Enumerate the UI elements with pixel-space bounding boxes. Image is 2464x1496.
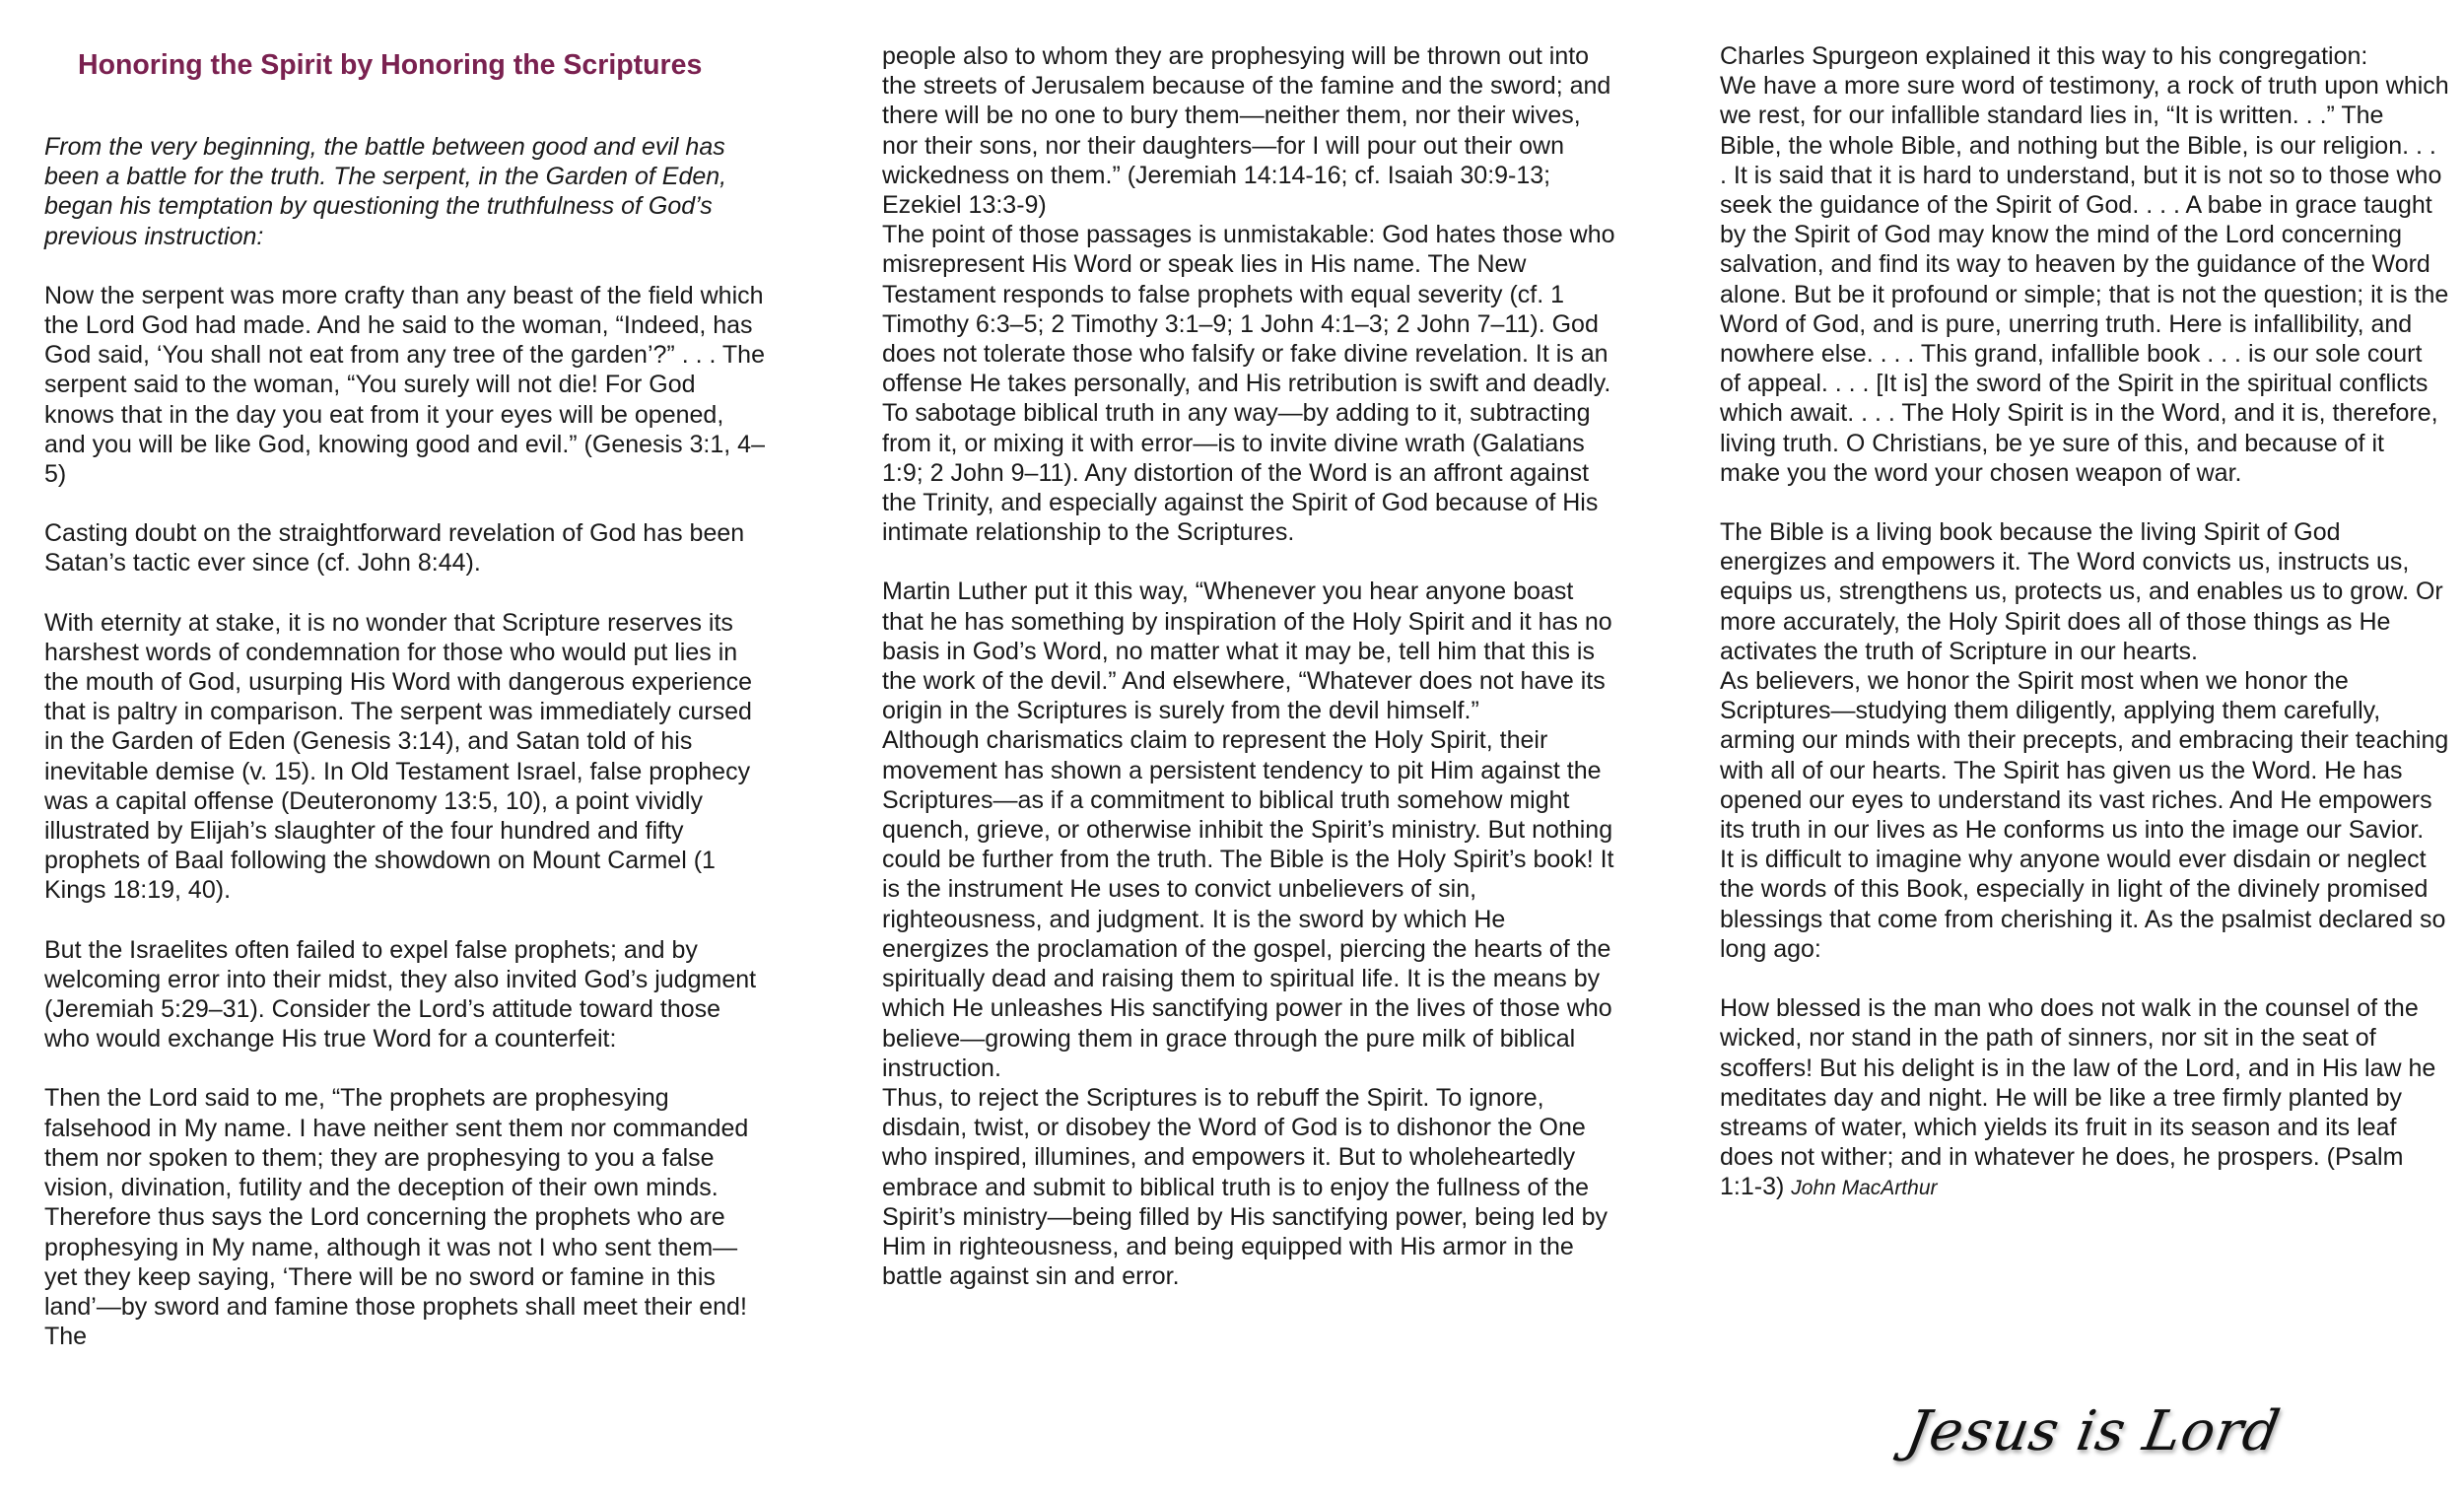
paragraph-israelites: But the Israelites often failed to expel false prophets; and by welcoming error into their midst, they also invited God’s judgment (Jeremiah 5:29–31). Consider the Lord’s attitude toward those who would exchange His true Word for a counterfeit: [44, 935, 757, 1054]
paragraph-charismatics: Although charismatics claim to represent the Holy Spirit, their movement has shown a persistent tendency to pit Him against the Scriptures—as if a commitment to biblical truth somehow might quench, grieve, or otherwise inhibit the Spirit’s ministry. But nothing could be further from the truth. The Bible is the Holy Spirit’s book! It is the instrument He uses to convict unbelievers of sin, righteousness, and judgment. It is the sword by which He energizes the proclamation of the gospel, piercing the hearts of the spiritually dead and raising them to spiritual life. It is the means by which He unleashes His sanctifying power in the lives of those who believe—growing them in grace through the pure milk of biblical instruction. [882, 726, 1614, 1082]
paragraph-living-book: The Bible is a living book because the living Spirit of God energizes and empowers it. The Word convicts us, instructs us, equips us, strengthens us, protects us, and enables us to grow. Or more accurately, the Holy Spirit does all of those things as He activates the truth of Scripture in our hearts. [1720, 518, 2443, 665]
paragraph-believers: As believers, we honor the Spirit most when we honor the Scriptures—studying them diligently, applying them carefully, arming our minds with their precepts, and embracing their teaching with all of our hearts. The Spirit has given us the Word. He has opened our eyes to understand its vast riches. And He empowers its truth in our lives as He conforms us into the image our Savior. [1720, 667, 2449, 845]
paragraph-satan-tactic: Casting doubt on the straightforward revelation of God has been Satan’s tactic ever since (cf. John 8:44). [44, 519, 745, 578]
jeremiah-quote-end: people also to whom they are prophesying will be thrown out into the streets of Jerusalem because of the famine and the sword; and there will be no one to bury them—neither them, nor their wives, nor their sons, nor their daughters—for I will pour out their own wickedness on them.” (Jeremiah 14:14-16; cf. Isaiah 30:9-13; Ezekiel 13:3-9) [882, 42, 1611, 220]
paragraph-difficult-to-imagine: It is difficult to imagine why anyone would ever disdain or neglect the words of this Book, especially in light of the divinely promised blessings that come from cherishing it. As the psalmist declared so long ago: [1720, 846, 2446, 963]
column-1 [44, 41, 769, 1351]
paragraph-point-unmistakable: The point of those passages is unmistakable: God hates those who misrepresent His Word or speak lies in His name. The New Testament responds to false prophets with equal severity (cf. 1 Timothy 6:3–5; 2 Timothy 3:1–9; 1 John 4:1–3; 2 John 7–11). God does not tolerate those who falsify or fake divine revelation. It is an offense He takes personally, and His retribution is swift and deadly. To sabotage biblical truth in any way—by adding to it, subtracting from it, or mixing it with error—is to invite divine wrath (Galatians 1:9; 2 John 9–11). Any distortion of the Word is an affront against the Trinity, and especially against the Spirit of God because of His intimate relationship to the Scriptures. [882, 221, 1615, 547]
signature-jesus-is-lord: Jesus is Lord [1901, 1399, 2286, 1463]
paragraph-martin-luther: Martin Luther put it this way, “Whenever you hear anyone boast that he has something by inspiration of the Holy Spirit and it has no basis in God’s Word, no matter what it may be, tell him that this is the work of the devil.” And elsewhere, “Whatever does not have its origin in the Scriptures is surely from the devil himself.” [882, 578, 1612, 725]
article-title: Honoring the Spirit by Honoring the Scriptures [78, 49, 703, 81]
column-2 [882, 41, 1616, 1291]
spurgeon-quote: We have a more sure word of testimony, a rock of truth upon which we rest, for our infallible standard lies in, “It is written. . .” The Bible, the whole Bible, and nothing but the Bible, is our religion. . . . It is said that it is hard to understand, but it is not so to those who seek the guidance of the Spirit of God. . . . A babe in grace taught by the Spirit of God may know the mind of the Lord concerning salvation, and find its way to heaven by the guidance of the Word alone. But be it profound or simple; that is not the question; it is the Word of God, and is pure, unerring truth. Here is infallibility, and nowhere else. . . . This grand, infallible book . . . is our sole court of appeal. . . . [It is] the sword of the Spirit in the spiritual conflicts which await. . . . The Holy Spirit is in the Word, and it is, therefore, living truth. O Christians, be ye sure of this, and because of it make you the word your chosen weapon of war. [1720, 72, 2449, 487]
genesis-quote: Now the serpent was more crafty than any beast of the field which the Lord God had made. And he said to the woman, “Indeed, has God said, ‘You shall not eat from any tree of the garden’?” . . . The serpent said to the woman, “You surely will not die! For God knows that in the day you eat from it your eyes will be opened, and you will be like God, knowing good and evil.” (Genesis 3:1, 4–5) [44, 281, 765, 489]
psalm-quote [1720, 993, 2449, 1203]
column-3 [1720, 41, 2449, 1204]
paragraph-reject-scriptures: Thus, to reject the Scriptures is to rebuff the Spirit. To ignore, disdain, twist, or disobey the Word of God is to dishonor the One who inspired, illumines, and empowers it. But to wholeheartedly embrace and submit to biblical truth is to enjoy the fullness of the Spirit’s ministry—being filled by His sanctifying power, being led by Him in righteousness, and being equipped with His armor in the battle against sin and error. [882, 1083, 1608, 1291]
psalm-text: How blessed is the man who does not walk in the counsel of the wicked, nor stand in the path of sinners, nor sit in the seat of scoffers! But his delight is in the law of the Lord, and in His law he meditates day and night. He will be like a tree firmly planted by streams of water, which yields its fruit in its season and its leaf does not wither; and in whatever he does, he prospers. (Psalm 1:1-3) [1720, 994, 2436, 1201]
jeremiah-quote-start: Then the Lord said to me, “The prophets are prophesying falsehood in My name. I have neither sent them nor commanded them nor spoken to them; they are prophesying to you a false vision, divination, futility and the deception of their own minds. Therefore thus says the Lord concerning the prophets who are prophesying in My name, although it was not I who sent them—yet they keep saying, ‘There will be no sword or famine in this land’—by sword and famine those prophets shall meet their end! The [44, 1084, 749, 1351]
intro-paragraph: From the very beginning, the battle between good and evil has been a battle for the truth. The serpent, in the Garden of Eden, began his temptation by questioning the truthfulness of God’s previous instruction: [44, 133, 727, 250]
paragraph-spurgeon-intro: Charles Spurgeon explained it this way to his congregation: [1720, 42, 2368, 70]
paragraph-eternity: With eternity at stake, it is no wonder that Scripture reserves its harshest words of condemnation for those who would put lies in the mouth of God, usurping His Word with dangerous experience that is paltry in comparison. The serpent was immediately cursed in the Garden of Eden (Genesis 3:14), and Satan told of his inevitable demise (v. 15). In Old Testament Israel, false prophecy was a capital offense (Deuteronomy 13:5, 10), a point vividly illustrated by Elijah’s slaughter of the four hundred and fifty prophets of Baal following the showdown on Mount Carmel (1 Kings 18:19, 40). [44, 608, 752, 905]
author-name: John MacArthur [1791, 1177, 1938, 1200]
